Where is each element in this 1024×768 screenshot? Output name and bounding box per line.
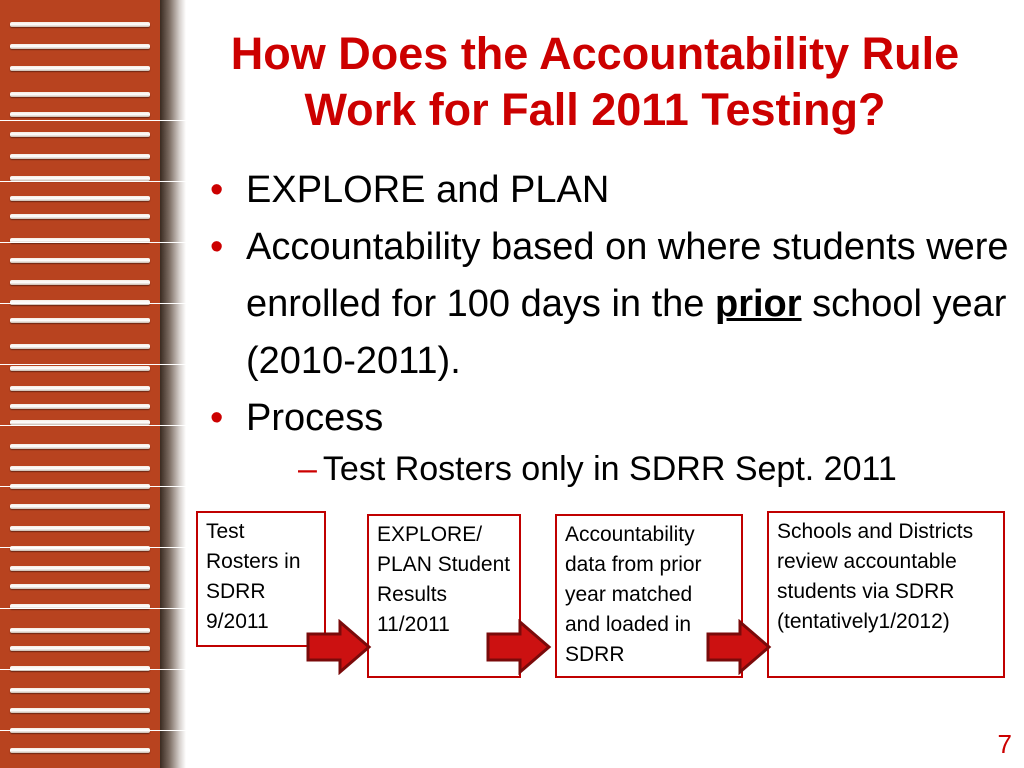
bullet-text-emphasis: prior — [714, 283, 802, 325]
strip-line — [10, 466, 150, 471]
title-line-2: Work for Fall 2011 Testing? — [304, 84, 886, 135]
sub-bullet-test-rosters — [210, 447, 1010, 491]
strip-line — [10, 22, 150, 27]
title-line-1: How Does the Accountability Rule — [230, 28, 960, 79]
strip-line — [10, 708, 150, 713]
strip-line — [10, 92, 150, 97]
strip-line — [10, 44, 150, 49]
strip-line — [10, 66, 150, 71]
strip-line — [10, 366, 150, 371]
strip-line — [10, 112, 150, 117]
strip-line — [10, 344, 150, 349]
strip-line — [10, 526, 150, 531]
strip-line — [10, 628, 150, 633]
strip-line — [10, 386, 150, 391]
flow-step-1-text: Test Rosters in SDRR 9/2011 — [206, 520, 301, 633]
bullet-accountability — [210, 219, 1010, 390]
strip-line — [10, 504, 150, 509]
bullet-text-post: school year (2010-2011). — [246, 283, 1007, 382]
flow-step-2-text: EXPLORE/ PLAN Student Results 11/2011 — [377, 523, 511, 636]
strip-line — [10, 444, 150, 449]
bullet-dot-icon: • — [210, 169, 224, 211]
flow-arrow-icon — [486, 619, 552, 675]
strip-line — [10, 154, 150, 159]
strip-line — [10, 318, 150, 323]
flow-arrow-icon — [706, 619, 772, 675]
strip-divider — [0, 730, 190, 731]
bullet-text: Process — [246, 397, 384, 439]
bullet-list — [210, 162, 1010, 491]
bullet-dot-icon: • — [210, 397, 224, 439]
strip-divider — [0, 425, 190, 426]
slide-title — [170, 26, 1020, 138]
bullet-process — [210, 390, 1010, 447]
strip-divider — [0, 608, 190, 609]
flow-step-4 — [767, 511, 1005, 678]
strip-divider — [0, 242, 190, 243]
bullet-text-pre: Accountability based on where students were enrolled for 100 days in the — [246, 226, 1009, 325]
strip-line — [10, 132, 150, 137]
strip-divider — [0, 181, 190, 182]
strip-line — [10, 584, 150, 589]
strip-divider — [0, 303, 190, 304]
strip-line — [10, 404, 150, 409]
strip-line — [10, 748, 150, 753]
strip-divider — [0, 364, 190, 365]
bullet-dot-icon: • — [210, 226, 224, 268]
strip-line — [10, 214, 150, 219]
strip-divider — [0, 120, 190, 121]
strip-line — [10, 688, 150, 693]
flow-step-3-text: Accountability data from prior year matched and loaded in SDRR — [565, 523, 702, 666]
bullet-explore-plan — [210, 162, 1010, 219]
flow-step-4-text: Schools and Districts review accountable students via SDRR (tentatively1/2012) — [777, 520, 974, 633]
strip-line — [10, 196, 150, 201]
strip-divider — [0, 547, 190, 548]
strip-divider — [0, 669, 190, 670]
strip-line — [10, 646, 150, 651]
strip-line — [10, 280, 150, 285]
strip-line — [10, 258, 150, 263]
strip-divider — [0, 486, 190, 487]
page-number: 7 — [997, 729, 1012, 759]
sub-bullet-text: Test Rosters only in SDRR Sept. 2011 — [322, 450, 897, 488]
strip-line — [10, 566, 150, 571]
dash-icon: – — [298, 450, 317, 488]
flow-arrow-icon — [306, 619, 372, 675]
decorative-strip — [0, 0, 172, 768]
bullet-text: EXPLORE and PLAN — [246, 169, 610, 211]
